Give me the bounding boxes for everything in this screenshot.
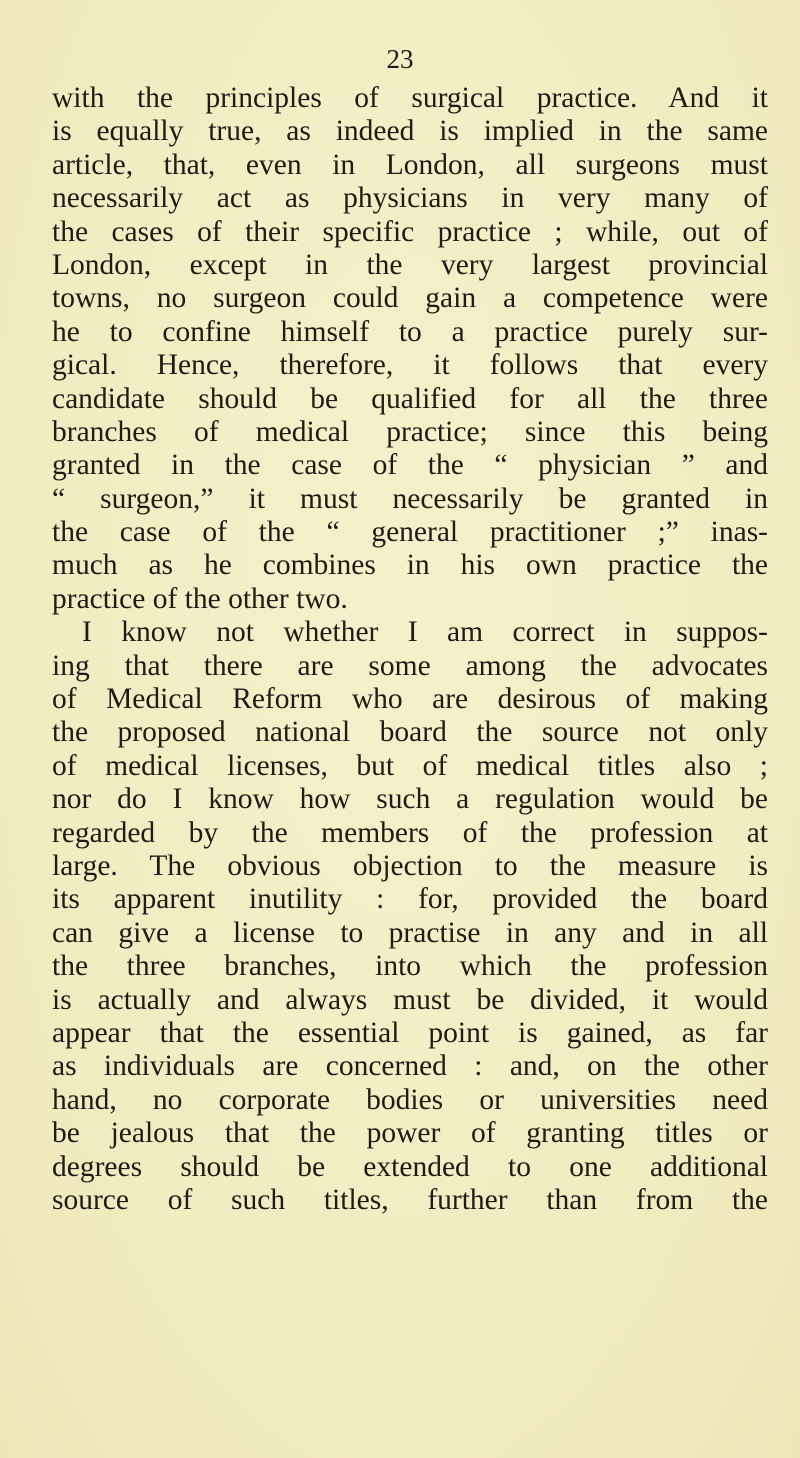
text-line: “ surgeon,” it must necessarily be granted in — [52, 482, 768, 515]
text-line: regarded by the members of the profession at — [52, 816, 768, 849]
text-line: the cases of their specific practice ; while, out of — [52, 215, 768, 248]
text-line: hand, no corporate bodies or universities need — [52, 1083, 768, 1116]
text-line: the three branches, into which the profession — [52, 950, 768, 983]
text-line: its apparent inutility : for, provided the board — [52, 883, 768, 916]
text-line: nor do I know how such a regulation would be — [52, 783, 768, 816]
text-line: degrees should be extended to one additional — [52, 1150, 768, 1183]
text-line: practice of the other two. — [52, 582, 348, 615]
text-line: ing that there are some among the advocates — [52, 649, 768, 682]
body-text — [52, 82, 768, 1217]
text-line: with the principles of surgical practice. And it — [52, 82, 768, 114]
text-line: can give a license to practise in any and in all — [52, 916, 768, 949]
text-line: of medical licenses, but of medical titles also ; — [52, 749, 768, 782]
text-line: granted in the case of the “ physician ” and — [52, 449, 768, 482]
text-line: I know not whether I am correct in suppos- — [82, 616, 768, 649]
text-line: of Medical Reform who are desirous of making — [52, 683, 768, 716]
text-line: is actually and always must be divided, it would — [52, 983, 768, 1016]
page-number: 23 — [386, 44, 414, 74]
text-line: as individuals are concerned : and, on the other — [52, 1050, 768, 1083]
text-line: appear that the essential point is gained, as far — [52, 1016, 768, 1049]
text-line: large. The obvious objection to the measure is — [52, 849, 768, 882]
text-line: much as he combines in his own practice the — [52, 549, 768, 582]
text-line: branches of medical practice; since this being — [52, 415, 768, 448]
text-line: London, except in the very largest provincial — [52, 248, 768, 281]
text-line: is equally true, as indeed is implied in the same — [52, 115, 768, 148]
text-line: the case of the “ general practitioner ;” inas- — [52, 516, 768, 549]
text-line: be jealous that the power of granting titles or — [52, 1117, 768, 1150]
text-line: article, that, even in London, all surgeons must — [52, 148, 768, 181]
text-line: gical. Hence, therefore, it follows that every — [52, 349, 768, 382]
text-line: candidate should be qualified for all the three — [52, 382, 768, 415]
text-line: the proposed national board the source not only — [52, 716, 768, 749]
text-line: he to confine himself to a practice purely sur- — [52, 315, 768, 348]
text-line: source of such titles, further than from the — [52, 1183, 768, 1216]
text-line: necessarily act as physicians in very many of — [52, 182, 768, 215]
text-line: towns, no surgeon could gain a competence were — [52, 282, 768, 315]
